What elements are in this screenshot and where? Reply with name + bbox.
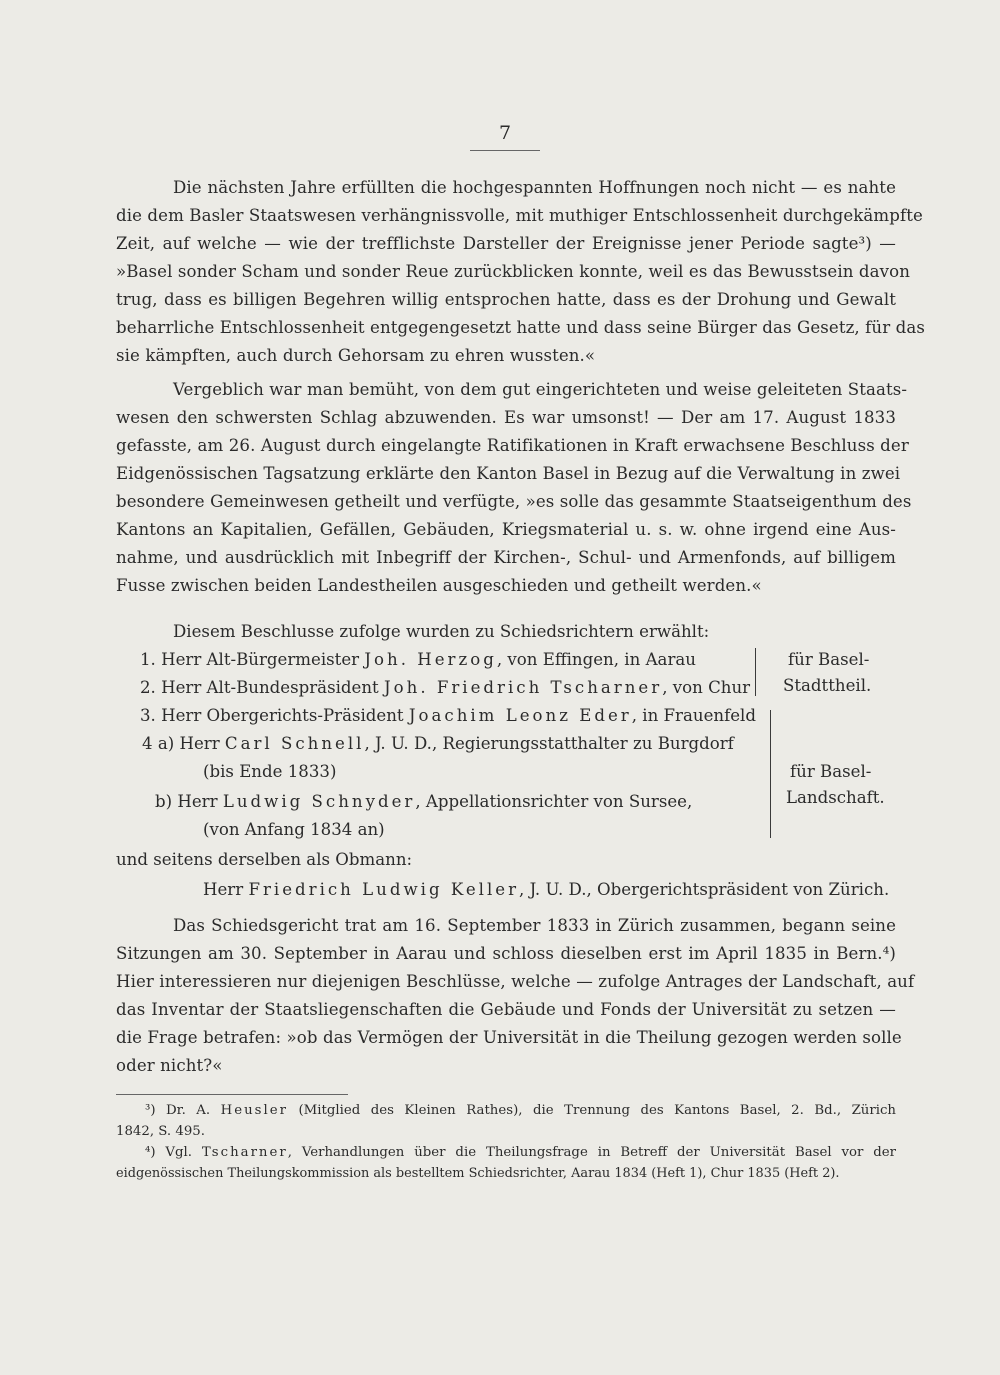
text-line: Die nächsten Jahre erfüllten die hochgespannten Hoffnungen noch nicht — es nahte [173,178,896,197]
list-intro: Diesem Beschlusse zufolge wurden zu Schiedsrichtern erwählt: [173,622,710,641]
list-item [140,674,750,702]
group-label: Stadttheil. [783,676,872,695]
item-prefix: 4 a) Herr [142,734,225,753]
footnote-prefix: ³) Dr. A. [145,1103,221,1118]
group-brace [755,648,756,696]
text-line: die dem Basler Staatswesen verhängnissvolle, mit muthiger Entschlossenheit durchgekämpfte [116,206,923,225]
item-prefix: 1. Herr Alt-Bürgermeister [140,650,365,669]
author-name: Tscharner [201,1145,288,1160]
item-suffix: , J. U. D., Regierungsstatthalter zu Burgdorf [364,734,734,753]
obmann-line [203,876,889,904]
text-line: Vergeblich war man bemüht, von dem gut eingerichteten und weise geleiteten Staats- [173,380,908,399]
text-line: trug, dass es billigen Begehren willig entsprochen hatte, dass es der Drohung und Gewalt [116,290,896,309]
item-suffix: , J. U. D., Obergerichtspräsident von Zürich. [519,880,890,899]
text-line: sie kämpften, auch durch Gehorsam zu ehren wussten.« [116,346,596,365]
item-prefix: b) Herr [155,792,223,811]
item-suffix: , in Frauenfeld [631,706,756,725]
text-line: Zeit, auf welche — wie der trefflichste Darsteller der Ereignisse jener Periode sagte³) — [116,234,896,253]
page-number-rule [470,150,540,151]
footnote-4-cont: eidgenössischen Theilungskommission als bestelltem Schiedsrichter, Aarau 1834 (Heft 1), Chur 1835 (Heft 2). [116,1166,840,1181]
item-prefix: 2. Herr Alt-Bundespräsident [140,678,384,697]
footnote-text: (Mitglied des Kleinen Rathes), die Trennung des Kantons Basel, 2. Bd., Zürich [287,1103,896,1118]
text-line: »Basel sonder Scham und sonder Reue zurückblicken konnte, weil es das Bewusstsein davon [116,262,910,281]
text-line: nahme, und ausdrücklich mit Inbegriff der Kirchen-, Schul- und Armenfonds, auf billigem [116,548,896,567]
list-item [142,730,734,758]
item-suffix: , von Effingen, in Aarau [496,650,696,669]
list-item [140,646,696,674]
list-item [155,788,692,816]
text-line: Kantons an Kapitalien, Gefällen, Gebäuden, Kriegsmaterial u. s. w. ohne irgend eine Aus- [116,520,896,539]
item-prefix: 3. Herr Obergerichts-Präsident [140,706,409,725]
text-line: Fusse zwischen beiden Landestheilen ausgeschieden und getheilt werden.« [116,576,762,595]
item-suffix: , Appellationsrichter von Sursee, [415,792,693,811]
text-line: Sitzungen am 30. September in Aarau und schloss dieselben erst im April 1835 in Bern.⁴) [116,944,896,963]
list-item-note: (von Anfang 1834 an) [203,820,385,839]
group-brace [770,710,771,838]
footnote-4 [145,1142,896,1163]
text-line: gefasste, am 26. August durch eingelangte Ratifikationen in Kraft erwachsene Beschluss der [116,436,909,455]
text-line: wesen den schwersten Schlag abzuwenden. Es war umsonst! — Der am 17. August 1833 [116,408,896,427]
text-line: die Frage betrafen: »ob das Vermögen der Universität in die Theilung gezogen werden solle [116,1028,902,1047]
group-label: für Basel- [788,650,870,669]
text-line: das Inventar der Staatsliegenschaften die Gebäude und Fonds der Universität zu setzen — [116,1000,896,1019]
person-name: Ludwig Schnyder [222,792,416,811]
text-line: Eidgenössischen Tagsatzung erklärte den Kanton Basel in Bezug auf die Verwaltung in zwei [116,464,901,483]
person-name: Joh. Friedrich Tscharner [383,678,663,697]
page-number: 7 [498,122,512,144]
group-label: Landschaft. [786,788,885,807]
list-item [140,702,756,730]
author-name: Heusler [220,1103,288,1118]
footnote-prefix: ⁴) Vgl. [145,1145,202,1160]
text-line: Das Schiedsgericht trat am 16. September 1833 in Zürich zusammen, begann seine [173,916,896,935]
text-line: besondere Gemeinwesen getheilt und verfügte, »es solle das gesammte Staatseigenthum des [116,492,912,511]
footnote-text: , Verhandlungen über die Theilungsfrage in Betreff der Universität Basel vor der [287,1145,896,1160]
obmann-intro: und seitens derselben als Obmann: [116,850,413,869]
text-line: beharrliche Entschlossenheit entgegengesetzt hatte und dass seine Bürger das Gesetz, für das [116,318,925,337]
person-name: Joachim Leonz Eder [408,706,632,725]
item-prefix: Herr [203,880,249,899]
text-line: Hier interessieren nur diejenigen Beschlüsse, welche — zufolge Antrages der Landschaft, auf [116,972,915,991]
person-name: Carl Schnell [224,734,365,753]
footnote-rule [116,1094,348,1095]
list-item-note: (bis Ende 1833) [203,762,337,781]
group-label: für Basel- [790,762,872,781]
footnote-3 [145,1100,896,1121]
item-suffix: , von Chur [662,678,751,697]
text-line: oder nicht?« [116,1056,223,1075]
footnote-3-cont: 1842, S. 495. [116,1124,205,1139]
person-name: Friedrich Ludwig Keller [248,880,520,899]
person-name: Joh. Herzog [364,650,497,669]
